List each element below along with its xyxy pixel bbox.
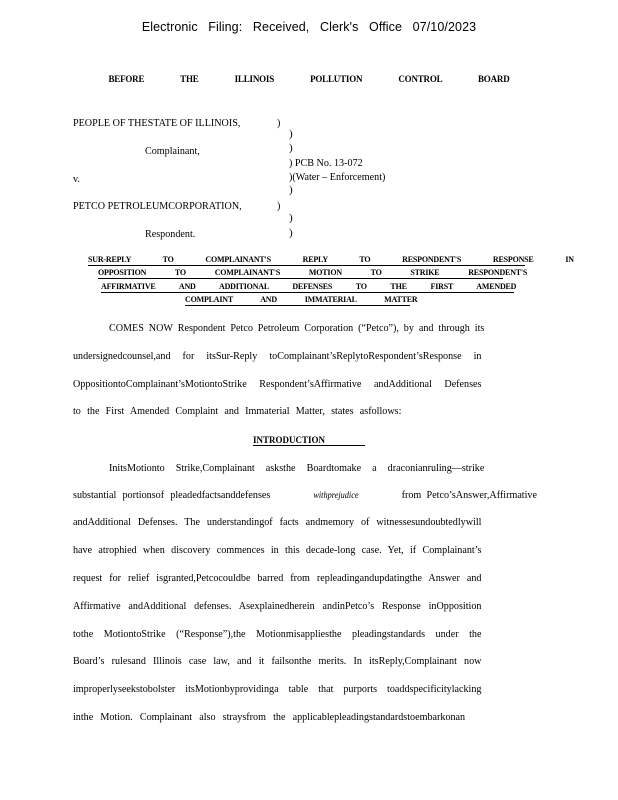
plaintiff-name: PEOPLE OF THESTATE OF ILLINOIS, xyxy=(73,117,241,129)
body-line: improperlyseekstobolster itsMotionbyprovidinga table that purports toaddspecificitylacking xyxy=(73,683,482,695)
caption-paren: ) xyxy=(289,142,293,154)
body-line: InitsMotionto Strike,Complainant asksthe Boardtomake a draconianruling—strike xyxy=(109,462,485,474)
body-line: to the First Amended Complaint and Immaterial Matter, states asfollows: xyxy=(73,405,402,417)
body-line: OppositiontoComplainant’sMotiontoStrike Respondent’sAffirmative andAdditional Defenses xyxy=(73,378,482,390)
body-line: inthe Motion. Complainant also straysfrom the applicablepleadingstandardstoembarkonan xyxy=(73,711,466,723)
caption-paren: ) xyxy=(289,212,293,224)
filing-title-line: COMPLAINT AND IMMATERIAL MATTER xyxy=(185,295,418,304)
case-number: ) PCB No. 13-072 xyxy=(289,157,363,169)
section-heading: INTRODUCTION xyxy=(0,435,618,446)
caption-paren: ) xyxy=(289,184,293,196)
caption-paren: ) xyxy=(277,117,281,129)
versus: v. xyxy=(73,173,80,185)
defendant-role: Respondent. xyxy=(145,228,196,240)
filing-title-line: AFFIRMATIVE AND ADDITIONAL DEFENSES TO THE FIRST AMENDED xyxy=(101,282,517,291)
body-line: undersignedcounsel,and for itsSur-Reply toComplainant’sReplytoRespondent’sResponse in xyxy=(73,350,482,362)
body-line: Affirmative andAdditional defenses. Asexplainedherein andinPetco’s Response inOpposition xyxy=(73,600,482,612)
caption-paren: ) xyxy=(289,128,293,140)
title-underline xyxy=(98,278,503,279)
filing-title-line: SUR-REPLY TO COMPLAINANT'S REPLY TO RESPONDENT'S RESPONSE IN xyxy=(88,255,574,264)
title-underline xyxy=(101,292,514,293)
body-line: Board’s rulesand Illinois case law, and it failsonthe merits. In itsReply,Complainant now xyxy=(73,655,482,667)
case-type: )(Water – Enforcement) xyxy=(289,171,386,183)
body-line: substantial portionsof pleadedfactsanddefenses withprejudice from Petco’sAnswer,Affirmative xyxy=(73,489,537,501)
title-underline xyxy=(185,305,410,306)
filing-stamp: Electronic Filing: Received, Clerk's Office 07/10/2023 xyxy=(141,20,477,34)
caption-paren: ) xyxy=(277,200,281,212)
body-line: tothe MotiontoStrike (“Response”),the Motionmisappliesthe pleadingstandards under the xyxy=(73,628,482,640)
italic-phrase: withprejudice xyxy=(313,490,359,500)
court-name: BEFORE THE ILLINOIS POLLUTION CONTROL BOARD xyxy=(108,73,510,85)
body-line: COMES NOW Respondent Petco Petroleum Corporation (“Petco”), by and through its xyxy=(109,322,485,334)
body-line: request for relief isgranted,Petcocouldbe barred from repleadingandupdatingthe Answer and xyxy=(73,572,482,584)
title-underline xyxy=(88,265,525,266)
body-line: have atrophied when discovery commences in this decade-long case. Yet, if Complainant’s xyxy=(73,544,482,556)
plaintiff-role: Complainant, xyxy=(145,145,200,157)
filing-title-line: OPPOSITION TO COMPLAINANT'S MOTION TO STRIKE RESPONDENT'S xyxy=(98,268,528,277)
caption-paren: ) xyxy=(289,227,293,239)
body-line: andAdditional Defenses. The understandingof facts andmemory of witnessesundoubtedlywill xyxy=(73,516,482,528)
defendant-name: PETCO PETROLEUMCORPORATION, xyxy=(73,200,242,212)
